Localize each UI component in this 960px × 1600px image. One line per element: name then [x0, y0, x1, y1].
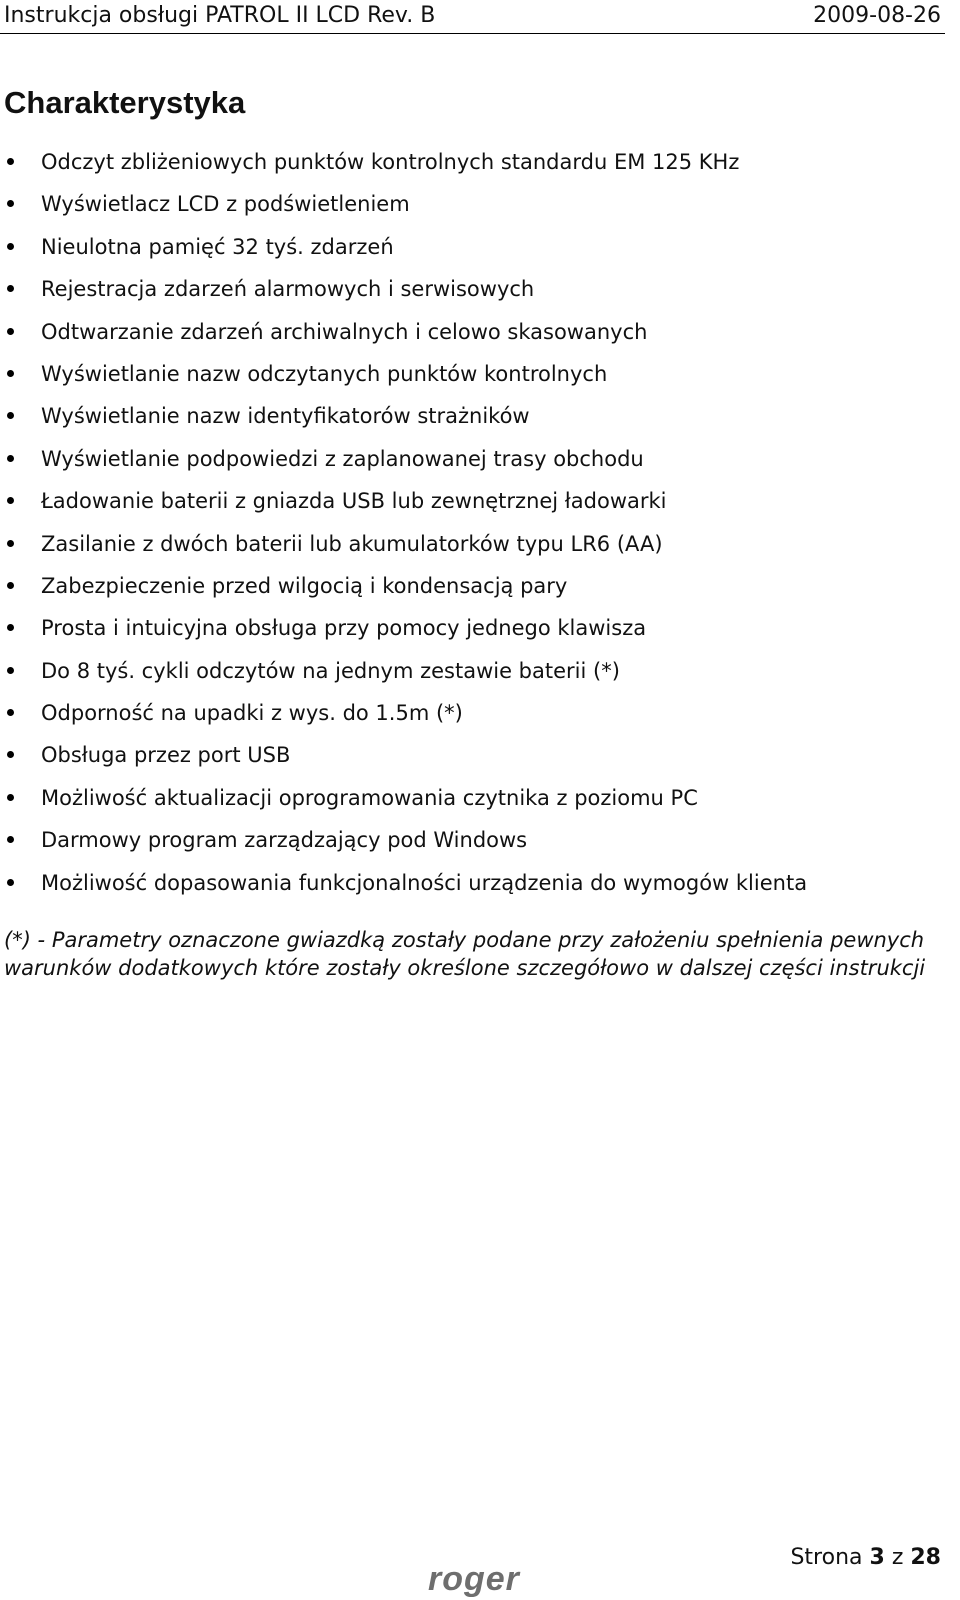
bullet-icon: [7, 412, 14, 419]
document-date: 2009-08-26: [813, 3, 941, 28]
list-item-text: Nieulotna pamięć 32 tyś. zdarzeń: [41, 234, 394, 259]
bullet-icon: [7, 540, 14, 547]
list-item-text: Obsługa przez port USB: [41, 743, 291, 768]
list-item-text: Zabezpieczenie przed wilgocią i kondensacją pary: [41, 573, 568, 598]
bullet-icon: [7, 158, 14, 165]
list-item-text: Darmowy program zarządzający pod Windows: [41, 828, 528, 853]
section-heading: Charakterystyka: [4, 85, 246, 120]
bullet-icon: [7, 243, 14, 250]
list-item-text: Prosta i intuicyjna obsługa przy pomocy jednego klawisza: [41, 616, 647, 641]
list-item-text: Odporność na upadki z wys. do 1.5m (*): [41, 701, 463, 726]
bullet-icon: [7, 624, 14, 631]
list-item-text: Wyświetlanie podpowiedzi z zaplanowanej trasy obchodu: [41, 446, 644, 471]
bullet-icon: [7, 582, 14, 589]
bullet-icon: [7, 497, 14, 504]
footnote: (*) - Parametry oznaczone gwiazdką zostały podane przy założeniu spełnienia pewnych warunków dodatkowych które zostały określone szczegółowo w dalszej części instrukcji: [4, 928, 926, 980]
bullet-icon: [7, 751, 14, 758]
roger-logo: roger: [428, 1560, 520, 1598]
list-item-text: Wyświetlanie nazw odczytanych punktów kontrolnych: [41, 361, 608, 386]
list-item-text: Ładowanie baterii z gniazda USB lub zewnętrznej ładowarki: [41, 489, 667, 514]
bullet-icon: [7, 836, 14, 843]
page-total: 28: [910, 1545, 941, 1570]
page-prefix: Strona: [790, 1545, 863, 1570]
list-item-text: Odtwarzanie zdarzeń archiwalnych i celowo skasowanych: [41, 319, 648, 344]
header-divider: [0, 33, 945, 34]
bullet-icon: [7, 794, 14, 801]
list-item-text: Odczyt zbliżeniowych punktów kontrolnych standardu EM 125 KHz: [41, 150, 740, 174]
list-item-text: Do 8 tyś. cykli odczytów na jednym zestawie baterii (*): [41, 658, 620, 683]
page-header: [0, 0, 960, 34]
bullet-icon: [7, 200, 14, 207]
bullet-icon: [7, 455, 14, 462]
page-number: [790, 1544, 941, 1572]
bullet-icon: [7, 328, 14, 335]
list-item-text: Rejestracja zdarzeń alarmowych i serwisowych: [41, 277, 535, 302]
document-title: Instrukcja obsługi PATROL II LCD Rev. B: [4, 3, 436, 28]
bullet-icon: [7, 709, 14, 716]
page-current: 3: [869, 1545, 885, 1570]
list-item-text: Możliwość dopasowania funkcjonalności urządzenia do wymogów klienta: [41, 870, 808, 895]
list-item-text: Wyświetlanie nazw identyfikatorów strażników: [41, 404, 530, 429]
list-item-text: Możliwość aktualizacji oprogramowania czytnika z poziomu PC: [41, 785, 698, 810]
bullet-icon: [7, 879, 14, 886]
page-separator: z: [891, 1545, 904, 1570]
list-item-text: Zasilanie z dwóch baterii lub akumulatorków typu LR6 (AA): [41, 531, 663, 556]
bullet-icon: [7, 370, 14, 377]
list-item-text: Wyświetlacz LCD z podświetleniem: [41, 192, 410, 217]
bullet-icon: [7, 667, 14, 674]
bullet-icon: [7, 285, 14, 292]
